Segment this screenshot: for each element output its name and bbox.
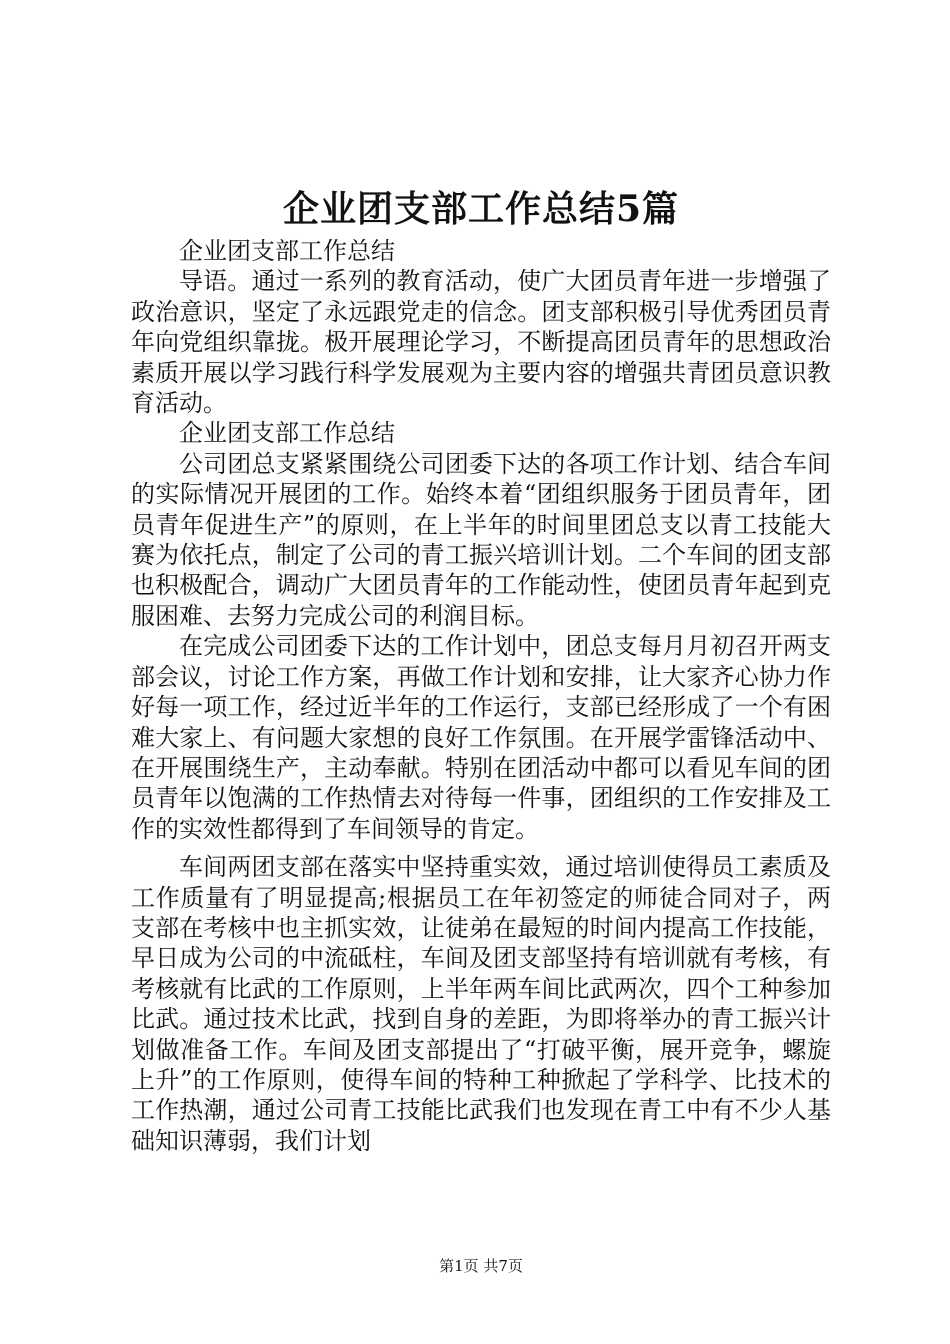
- document-title: 企业团支部工作总结5篇: [282, 188, 680, 230]
- body-paragraph: 导语。通过一系列的教育活动，使广大团员青年进一步增强了政治意识，坚定了永远跟党走的信念。团支部积极引导优秀团员青年向党组织靠拢。极开展理论学习，不断提高团员青年的思想政治素质开展以学习践行科学发展观为主要内容的增强共青团员意识教育活动。: [131, 267, 831, 418]
- section-heading: 企业团支部工作总结: [179, 237, 395, 265]
- section-heading: 企业团支部工作总结: [179, 419, 395, 448]
- body-paragraph: 车间两团支部在落实中坚持重实效，通过培训使得员工素质及工作质量有了明显提高;根据员工在年初签定的师徒合同对子，两支部在考核中也主抓实效，让徒弟在最短的时间内提高工作技能，早日成为公司的中流砥柱，车间及团支部坚持有培训就有考核，有考核就有比武的工作原则，上半年两车间比武两次，四个工种参加比武。通过技术比武，找到自身的差距，为即将举办的青工振兴计划做准备工作。车间及团支部提出了“打破平衡，展开竞争，螺旋上升”的工作原则，使得车间的特种工种掀起了学科学、比技术的工作热潮，通过公司青工技能比武我们也发现在青工中有不少人基础知识薄弱，我们计划: [131, 853, 831, 1155]
- document-page: [131, 0, 831, 1344]
- body-paragraph: 在完成公司团委下达的工作计划中，团总支每月月初召开两支部会议，讨论工作方案，再做工作计划和安排，让大家齐心协力作好每一项工作，经过近半年的工作运行，支部已经形成了一个有困难大家上、有问题大家想的良好工作氛围。在开展学雷锋活动中、在开展围绕生产，主动奉献。特别在团活动中都可以看见车间的团员青年以饱满的工作热情去对待每一件事，团组织的工作安排及工作的实效性都得到了车间领导的肯定。: [131, 632, 831, 843]
- page-number-footer: 第1页 共7页: [439, 1257, 523, 1275]
- body-paragraph: 公司团总支紧紧围绕公司团委下达的各项工作计划、结合车间的实际情况开展团的工作。始终本着“团组织服务于团员青年，团员青年促进生产”的原则，在上半年的时间里团总支以青工技能大赛为依托点，制定了公司的青工振兴培训计划。二个车间的团支部也积极配合，调动广大团员青年的工作能动性，使团员青年起到克服困难、去努力完成公司的利润目标。: [131, 449, 831, 630]
- document-body: [131, 236, 831, 1156]
